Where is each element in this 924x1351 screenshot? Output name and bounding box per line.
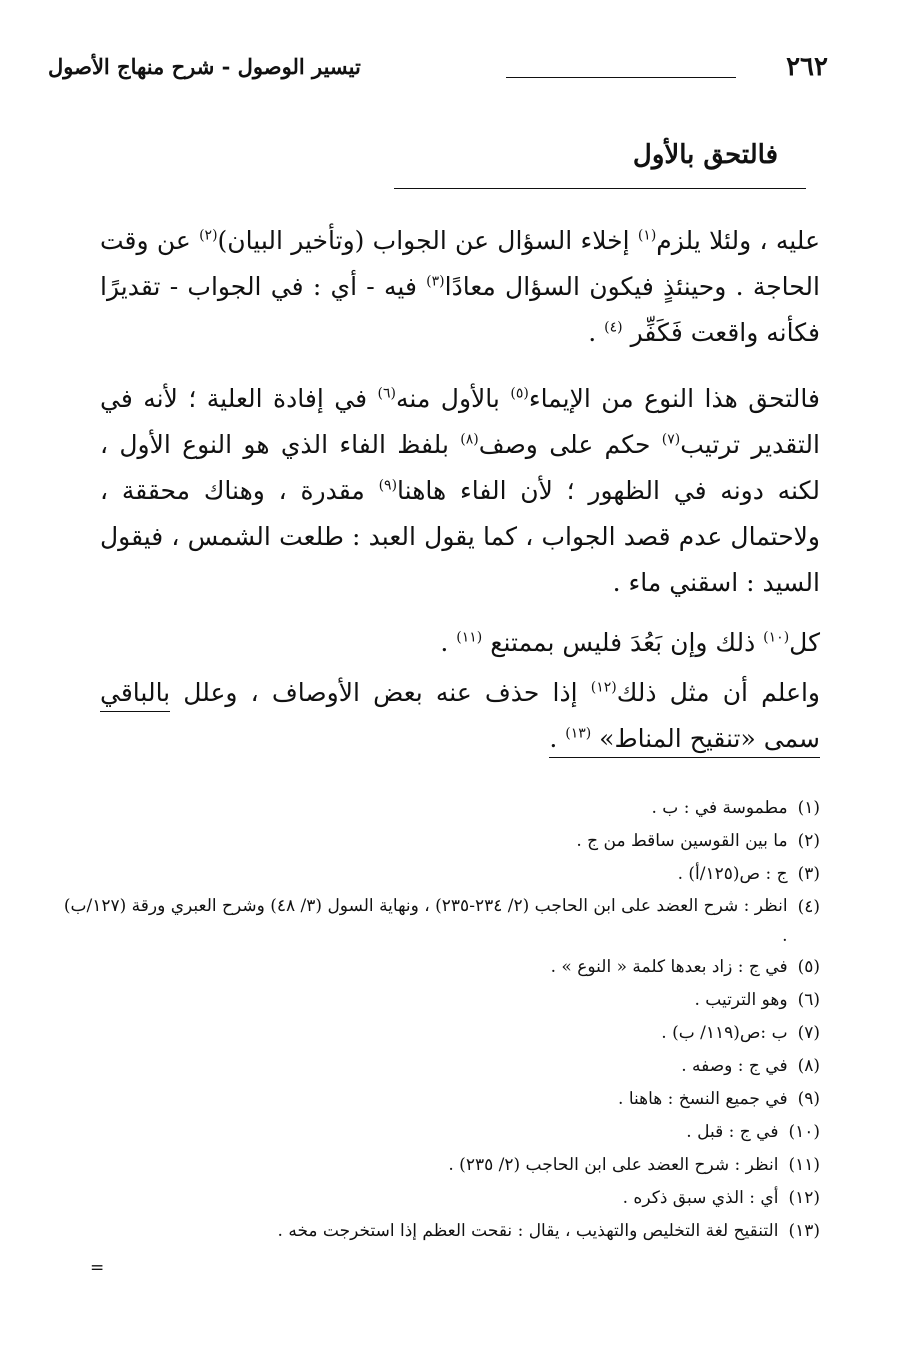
footnote-text: التنقيح لغة التخليص والتهذيب ، يقال : نقحت العظم إذا استخرجت مخه . [277,1221,779,1241]
text-segment: في إفادة العلية ؛ لأنه في التقدير ترتيب [100,384,820,459]
text-segment: واعلم أن مثل ذلك [616,678,821,707]
footnote-number: (١٠) [788,1122,820,1142]
text-segment: إخلاء السؤال عن الجواب (وتأخير البيان) [217,226,638,255]
footnote-item [60,1083,820,1116]
footnote-ref[interactable]: (١٠) [763,629,790,646]
footnote-number: (٣) [797,864,820,884]
continuation-mark: = [90,1258,105,1278]
running-title: تيسير الوصول - شرح منهاج الأصول [48,54,361,79]
paragraph-1 [100,218,820,356]
header-rule [506,77,736,78]
footnote-ref[interactable]: (٦) [377,385,396,402]
matn-separator-rule [394,188,806,189]
footnote-ref[interactable]: (١٢) [590,679,617,696]
footnote-number: (٥) [797,957,820,977]
footnote-item [60,1116,820,1149]
text-segment: كل [789,628,820,657]
text-segment: عن وقت الحاجة . وحينئذٍ فيكون السؤال معادًا [100,226,820,301]
text-segment: إذا حذف عنه بعض الأوصاف ، وعلل [170,678,591,707]
page-header [48,52,828,92]
text-segment: فيه - أي : في الجواب - تقديرًا فكأنه واقعت فَكَفِّر [100,272,820,347]
footnote-item [60,1215,820,1248]
footnote-text: ما بين القوسين ساقط من ج . [576,831,788,851]
footnote-number: (٢) [797,831,820,851]
footnotes [60,792,820,1248]
text-segment: . [588,318,605,347]
footnote-text: في ج : وصفه . [681,1056,788,1076]
text-segment: فالتحق هذا النوع من الإيماء [528,384,820,413]
text-segment: ذلك وإن بَعُدَ فليس بممتنع [482,628,764,657]
text-segment: بالأول منه [396,384,511,413]
footnote-item [60,891,820,951]
paragraph-4 [100,670,820,762]
footnote-item [60,1149,820,1182]
footnote-ref[interactable]: (٢) [199,227,218,244]
footnote-number: (١١) [788,1155,820,1175]
footnote-ref[interactable]: (٧) [661,431,681,448]
paragraph-2 [100,376,820,606]
text-segment: حكم على وصف [478,430,662,459]
footnote-item [60,792,820,825]
footnote-number: (٦) [797,990,820,1010]
text-segment: عليه ، ولئلا يلزم [656,226,820,255]
footnote-number: (١٣) [788,1221,820,1241]
footnote-item [60,1182,820,1215]
paragraph-3 [100,620,820,666]
footnote-number: (٤) [797,897,820,917]
text-segment: مقدرة ، وهناك محققة ، ولاحتمال عدم قصد الجواب ، كما يقول العبد : طلعت الشمس ، فيقول السيد : اسقني ماء . [100,476,820,597]
footnote-text: في جميع النسخ : هاهنا . [618,1089,788,1109]
footnote-number: (٧) [797,1023,820,1043]
footnote-number: (١) [797,798,820,818]
footnote-text: ج : ص(١٢٥/أ) . [677,864,788,884]
footnote-item [60,984,820,1017]
footnote-text: مطموسة في : ب . [651,798,788,818]
footnote-text: انظر : شرح العضد على ابن الحاجب (٢/ ٢٣٤-٢٣٥) ، ونهاية السول (٣/ ٤٨) وشرح العبري ورقة (١٢٧/ب) . [63,896,788,946]
footnote-ref[interactable]: (١١) [456,629,483,646]
footnote-ref[interactable]: (١) [637,227,657,244]
footnote-item [60,1017,820,1050]
footnote-ref[interactable]: (٩) [378,477,398,494]
footnote-text: ب :ص(١١٩/ ب) . [661,1023,788,1043]
footnote-number: (٨) [797,1056,820,1076]
footnote-number: (٩) [797,1089,820,1109]
footnote-text: في ج : زاد بعدها كلمة « النوع » . [550,957,788,977]
footnote-item [60,858,820,891]
footnote-text: في ج : قبل . [686,1122,779,1142]
footnote-ref[interactable]: (٤) [604,319,623,336]
footnote-ref[interactable]: (٥) [510,385,529,402]
footnote-ref[interactable]: (١٣) [565,725,592,742]
footnote-text: وهو الترتيب . [694,990,788,1010]
footnote-text: انظر : شرح العضد على ابن الحاجب (٢/ ٢٣٥) . [448,1155,779,1175]
text-segment: . [549,724,566,753]
footnote-item [60,1050,820,1083]
footnote-item [60,951,820,984]
text-segment: بلفظ الفاء الذي هو النوع الأول ، لكنه دونه في الظهور ؛ لأن الفاء هاهنا [100,430,820,505]
page-number: ٢٦٢ [786,52,828,82]
text-segment: بالباقي سمى «تنقيح المناط» [100,678,820,753]
footnote-text: أي : الذي سبق ذكره . [622,1188,779,1208]
footnote-number: (١٢) [788,1188,820,1208]
footnote-item [60,825,820,858]
matn-line: فالتحق بالأول [632,140,778,170]
footnote-ref[interactable]: (٨) [460,431,479,448]
text-segment: . [440,628,457,657]
footnote-ref[interactable]: (٣) [426,273,445,290]
